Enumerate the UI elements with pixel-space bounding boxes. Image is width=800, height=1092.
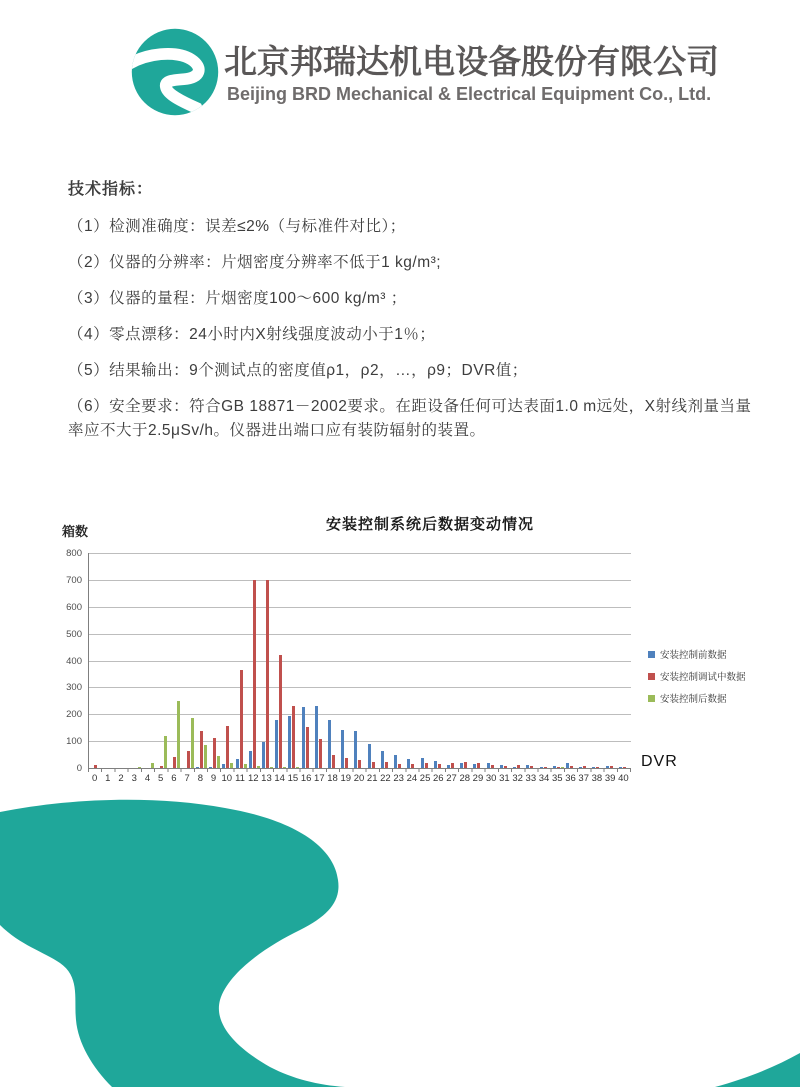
bar-group-dvr-13 [261, 553, 274, 768]
bar-group-dvr-32 [512, 553, 525, 768]
x-tick-label: 5 [158, 773, 164, 784]
x-tick-label: 9 [210, 773, 217, 784]
bar [270, 767, 273, 768]
bar-group-dvr-31 [499, 553, 512, 768]
bar [253, 580, 256, 768]
bar [517, 765, 520, 768]
bar [173, 757, 176, 768]
y-tick-label: 200 [66, 709, 82, 721]
bar-group-dvr-3 [129, 553, 142, 768]
bar [200, 731, 203, 768]
x-tick-label: 37 [578, 773, 589, 784]
bar [464, 762, 467, 768]
bar-group-dvr-19 [340, 553, 353, 768]
x-axis-ticks [88, 769, 631, 772]
bar [275, 720, 278, 768]
x-tick-label: 15 [287, 773, 299, 784]
bar [619, 767, 622, 768]
bar [257, 766, 260, 768]
bar-group-dvr-23 [393, 553, 406, 768]
bar [240, 670, 243, 768]
bar-group-dvr-4 [142, 553, 155, 768]
bar [447, 765, 450, 768]
spec-item-2: （2）仪器的分辨率：片烟密度分辨率不低于1 kg/m³; [68, 254, 442, 271]
x-tick-label: 16 [300, 773, 312, 784]
x-tick-label: 23 [393, 773, 404, 784]
bar [302, 707, 305, 768]
bar [561, 767, 564, 768]
x-tick-label: 36 [565, 773, 576, 784]
bar [623, 767, 626, 768]
bar [354, 731, 357, 768]
spec-item-5: （5）结果输出：9个测试点的密度值ρ1，ρ2，…，ρ9；DVR值； [68, 362, 528, 379]
x-tick-label: 13 [261, 773, 272, 784]
bar [160, 766, 163, 768]
x-tick-label: 34 [538, 773, 550, 784]
x-tick-label: 7 [184, 773, 190, 784]
bar [553, 766, 556, 768]
bar [328, 720, 331, 768]
x-tick-label: 11 [235, 773, 245, 784]
letterhead [0, 0, 800, 150]
bar [151, 763, 154, 768]
bar-group-dvr-28 [459, 553, 472, 768]
bar-group-dvr-26 [433, 553, 446, 768]
plot-area [88, 553, 631, 769]
bar-group-dvr-0 [89, 553, 102, 768]
y-axis-labels [50, 548, 84, 774]
bar [306, 727, 309, 768]
y-tick-label: 800 [66, 548, 82, 559]
spec-item-3: （3）仪器的量程：片烟密度100～600 kg/m³ ； [68, 290, 407, 307]
bar [244, 764, 247, 768]
company-name-zh: 北京邦瑞达机电设备股份有限公司 [224, 43, 719, 80]
bar [526, 765, 529, 768]
x-tick-label: 4 [144, 773, 151, 784]
bar [540, 767, 543, 768]
bar-group-dvr-34 [538, 553, 551, 768]
bar [226, 726, 229, 768]
bar [425, 763, 428, 768]
bar [473, 764, 476, 768]
bar [341, 730, 344, 768]
x-tick-label: 26 [433, 773, 444, 784]
x-tick-label: 24 [406, 773, 418, 784]
bar [500, 765, 503, 768]
bar [530, 766, 533, 768]
bar [236, 759, 239, 768]
bar [596, 767, 599, 768]
bar [279, 655, 282, 768]
bar [421, 758, 424, 768]
chart-legend [648, 647, 746, 713]
x-tick-label: 14 [274, 773, 285, 784]
x-tick-label: 25 [419, 773, 431, 784]
bar [477, 763, 480, 768]
x-tick-label: 3 [131, 773, 137, 784]
bar [230, 763, 233, 768]
footer-swoosh-decoration [0, 795, 800, 1087]
legend-swatch-icon [648, 651, 655, 658]
spec-item-1: （1）检测准确度：误差≤2%（与标准件对比）； [68, 218, 406, 235]
bar [288, 716, 291, 768]
x-tick-label: 30 [485, 773, 497, 784]
x-tick-label: 29 [472, 773, 484, 784]
bar [411, 764, 414, 768]
bar-group-dvr-10 [221, 553, 234, 768]
y-tick-label: 300 [66, 682, 82, 694]
bar-group-dvr-6 [168, 553, 181, 768]
y-tick-label: 100 [66, 736, 82, 748]
bar [381, 751, 384, 768]
bar [544, 767, 547, 768]
bar [249, 751, 252, 768]
bar-group-dvr-21 [367, 553, 380, 768]
bar [164, 736, 167, 768]
bar [372, 762, 375, 768]
bar [592, 767, 595, 768]
bar [504, 766, 507, 768]
x-axis-labels [88, 773, 630, 784]
bar [491, 765, 494, 768]
x-tick-label: 8 [197, 773, 203, 784]
bar [187, 751, 190, 768]
x-tick-label: 22 [380, 773, 391, 784]
x-tick-label: 32 [512, 773, 523, 784]
bar-series-container [89, 553, 631, 768]
bar-group-dvr-18 [327, 553, 340, 768]
bar [292, 706, 295, 768]
bar [557, 767, 560, 768]
bar-group-dvr-1 [102, 553, 115, 768]
x-tick-label: 0 [91, 773, 98, 784]
legend-item [648, 647, 746, 661]
bar [262, 742, 265, 768]
bar [487, 763, 490, 768]
bar [204, 745, 207, 768]
bar [358, 760, 361, 768]
bar-group-dvr-27 [446, 553, 459, 768]
y-tick-label: 0 [76, 763, 82, 774]
specs-list [68, 215, 760, 443]
bar [513, 767, 516, 768]
bar [394, 755, 397, 768]
bar [451, 763, 454, 768]
y-tick-label: 600 [66, 601, 82, 613]
legend-label: 安装控制前数据 [660, 650, 727, 661]
y-tick-label: 400 [66, 655, 82, 667]
y-axis-title: 箱数 [62, 524, 89, 539]
dvr-bar-chart [0, 505, 800, 800]
x-tick-label: 10 [221, 773, 233, 784]
bar-group-dvr-25 [419, 553, 432, 768]
bar [191, 718, 194, 768]
bar [319, 739, 322, 768]
legend-item [648, 691, 746, 705]
legend-swatch-icon [648, 695, 655, 702]
bar [460, 763, 463, 768]
bar-group-dvr-5 [155, 553, 168, 768]
bar [345, 758, 348, 768]
x-tick-label: 38 [591, 773, 603, 784]
bar-group-dvr-37 [578, 553, 591, 768]
legend-item [648, 669, 746, 683]
bar-group-dvr-30 [486, 553, 499, 768]
chart-title: 安装控制系统后数据变动情况 [325, 516, 534, 533]
x-tick-label: 31 [499, 773, 510, 784]
bar-group-dvr-39 [605, 553, 618, 768]
bar-group-dvr-40 [618, 553, 631, 768]
bar [213, 738, 216, 768]
bar [315, 706, 318, 768]
bar-group-dvr-17 [314, 553, 327, 768]
legend-swatch-icon [648, 673, 655, 680]
bar [438, 764, 441, 768]
bar-group-dvr-8 [195, 553, 208, 768]
bar-group-dvr-24 [406, 553, 419, 768]
specs-heading: 技术指标： [68, 181, 154, 198]
bar [606, 766, 609, 768]
bar [368, 744, 371, 768]
x-tick-label: 39 [604, 773, 616, 784]
bar [209, 767, 212, 768]
bar [222, 764, 225, 768]
bar [610, 766, 613, 768]
x-tick-label: 28 [459, 773, 471, 784]
bar-group-dvr-11 [234, 553, 247, 768]
technical-specs [68, 176, 760, 455]
y-tick-label: 500 [66, 628, 82, 640]
x-tick-label: 27 [446, 773, 457, 784]
bar-group-dvr-12 [248, 553, 261, 768]
bar [177, 701, 180, 768]
bar-group-dvr-9 [208, 553, 221, 768]
legend-label: 安装控制调试中数据 [660, 672, 746, 683]
bar-group-dvr-7 [182, 553, 195, 768]
bar-group-dvr-20 [353, 553, 366, 768]
bar [566, 763, 569, 768]
bar [138, 767, 141, 768]
bar [196, 767, 199, 768]
bar-group-dvr-29 [472, 553, 485, 768]
bar [296, 767, 299, 768]
x-tick-label: 18 [327, 773, 338, 784]
spec-item-4: （4）零点漂移：24小时内X射线强度波动小于1％； [68, 326, 436, 343]
bar-group-dvr-38 [591, 553, 604, 768]
bar [434, 761, 437, 768]
x-axis-title: DVR [641, 753, 678, 770]
x-tick-label: 21 [366, 773, 378, 784]
bar [583, 766, 586, 768]
bar-group-dvr-16 [301, 553, 314, 768]
bar-group-dvr-2 [115, 553, 128, 768]
bar [570, 766, 573, 768]
x-tick-label: 17 [314, 773, 325, 784]
bar [385, 762, 388, 768]
x-tick-label: 1 [105, 773, 111, 784]
swoosh-ribbon [0, 800, 345, 1087]
bar [266, 580, 269, 768]
bar [332, 755, 335, 768]
bar-group-dvr-33 [525, 553, 538, 768]
bar [407, 759, 410, 768]
bar-group-dvr-22 [380, 553, 393, 768]
bar-group-dvr-36 [565, 553, 578, 768]
y-tick-label: 700 [66, 574, 82, 586]
spec-item-6: （6）安全要求：符合GB 18871－2002要求。在距设备任何可达表面1.0 m远处，X射线剂量当量率应不大于2.5μSv/h。仪器进出端口应有装防辐射的装置。 [68, 398, 752, 439]
x-tick-label: 2 [118, 773, 124, 784]
legend-label: 安装控制后数据 [660, 694, 727, 705]
x-tick-label: 20 [353, 773, 365, 784]
x-tick-label: 33 [525, 773, 537, 784]
bar [217, 756, 220, 768]
bar [283, 767, 286, 768]
x-tick-label: 35 [551, 773, 563, 784]
bar [398, 764, 401, 768]
x-tick-label: 19 [340, 773, 352, 784]
bar-group-dvr-15 [287, 553, 300, 768]
x-tick-label: 40 [618, 773, 629, 784]
x-tick-label: 12 [247, 773, 259, 784]
company-logo-icon [130, 27, 220, 117]
bar [579, 767, 582, 768]
swoosh-corner [715, 1053, 800, 1087]
company-name-en: Beijing BRD Mechanical & Electrical Equipment Co., Ltd. [227, 84, 712, 104]
bar-group-dvr-35 [552, 553, 565, 768]
bar [94, 765, 97, 768]
bar-group-dvr-14 [274, 553, 287, 768]
x-tick-label: 6 [171, 773, 177, 784]
